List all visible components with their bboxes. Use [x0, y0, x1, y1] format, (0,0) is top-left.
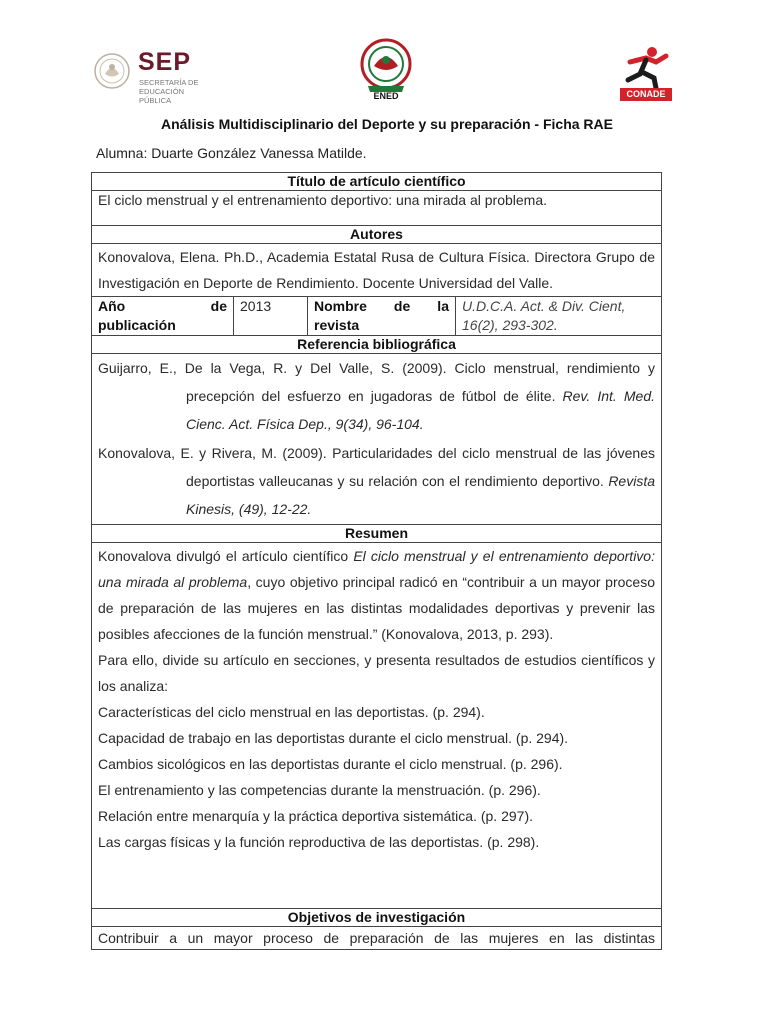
autores-header-row [92, 226, 662, 244]
conade-logo [616, 44, 676, 108]
sep-subtitle-line-2: EDUCACIÓN PÚBLICA [139, 87, 185, 105]
conade-wordmark: CONADE [620, 88, 672, 101]
resumen-item: Cambios sicológicos en las deportistas durante el ciclo menstrual. (p. 296). [98, 756, 563, 772]
objetivos-header-row [92, 909, 662, 927]
referencia-header-row [92, 336, 662, 354]
anio-value: 2013 [234, 297, 308, 336]
resumen-item: Capacidad de trabajo en las deportistas durante el ciclo menstrual. (p. 294). [98, 730, 569, 746]
resumen-body [92, 543, 662, 909]
sep-logo [93, 48, 218, 105]
objetivos-value: Contribuir a un mayor proceso de preparación de las mujeres en las distintas [98, 930, 655, 946]
referencia-item: Konovalova, E. y Rivera, M. (2009). Particularidades del ciclo menstrual de las jóvenes deportistas valleucanas y su relación con el rendimiento deportivo. Revista Kinesis, (49), 12-22. [98, 445, 655, 517]
resumen-value-row [92, 543, 662, 909]
resumen-item: Relación entre menarquía y la práctica deportiva sistemática. (p. 297). [98, 808, 533, 824]
rae-table [91, 172, 662, 950]
mexico-seal-icon [93, 52, 131, 90]
resumen-item: Características del ciclo menstrual en las deportistas. (p. 294). [98, 704, 485, 720]
objetivos-header: Objetivos de investigación [92, 909, 662, 927]
resumen-paragraph: Konovalova divulgó el artículo científico El ciclo menstrual y el entrenamiento deportivo: una mirada al problema, cuyo objetivo principal radicó en “contribuir a un mayor proceso de preparación de las mujeres en las distintas modalidades deportivas y prevenir las posibles afecciones de la función menstrual.” (Konovalova, 2013, p. 293). [98, 548, 655, 642]
titulo-header-row [92, 173, 662, 191]
titulo-value-row [92, 191, 662, 226]
runner-icon [616, 44, 676, 94]
sep-subtitle [139, 78, 218, 105]
resumen-header-row [92, 525, 662, 543]
publicacion-row [92, 297, 662, 336]
referencia-value-row [92, 354, 662, 525]
objetivos-cell [92, 927, 662, 950]
referencia-item: Guijarro, E., De la Vega, R. y Del Valle, S. (2009). Ciclo menstrual, rendimiento y precepción del esfuerzo en jugadoras de fútbol de élite. Rev. Int. Med. Cienc. Act. Física Dep., 9(34), 96-104. [98, 360, 655, 432]
sep-wordmark: SEP [138, 48, 192, 76]
referencia-list [92, 354, 662, 525]
revista-value: U.D.C.A. Act. & Div. Cient, 16(2), 293-302. [456, 297, 662, 336]
sep-subtitle-line-1: SECRETARÍA DE [139, 78, 199, 87]
resumen-item: El entrenamiento y las competencias durante la menstruación. (p. 296). [98, 782, 541, 798]
anio-label: Año de publicación [92, 297, 234, 336]
resumen-header: Resumen [92, 525, 662, 543]
ened-logo [358, 38, 414, 104]
objetivos-value-row [92, 927, 662, 950]
resumen-item: Las cargas físicas y la función reproductiva de las deportistas. (p. 298). [98, 834, 540, 850]
ened-wordmark: ENED [373, 91, 399, 101]
document-title: Análisis Multidisciplinario del Deporte y su preparación - Ficha RAE [161, 116, 613, 132]
autores-value: Konovalova, Elena. Ph.D., Academia Estatal Rusa de Cultura Física. Directora Grupo de Investigación en Deporte de Rendimiento. Docente Universidad del Valle. [92, 244, 662, 297]
autores-header: Autores [92, 226, 662, 244]
resumen-paragraph: Para ello, divide su artículo en secciones, y presenta resultados de estudios científicos y los analiza: [98, 652, 655, 694]
autores-value-row [92, 244, 662, 297]
titulo-header: Título de artículo científico [92, 173, 662, 191]
student-name: Alumna: Duarte González Vanessa Matilde. [96, 145, 367, 161]
referencia-header: Referencia bibliográfica [92, 336, 662, 354]
revista-label: Nombre de la revista [308, 297, 456, 336]
header-logos [0, 36, 768, 106]
titulo-value: El ciclo menstrual y el entrenamiento deportivo: una mirada al problema. [92, 191, 662, 226]
